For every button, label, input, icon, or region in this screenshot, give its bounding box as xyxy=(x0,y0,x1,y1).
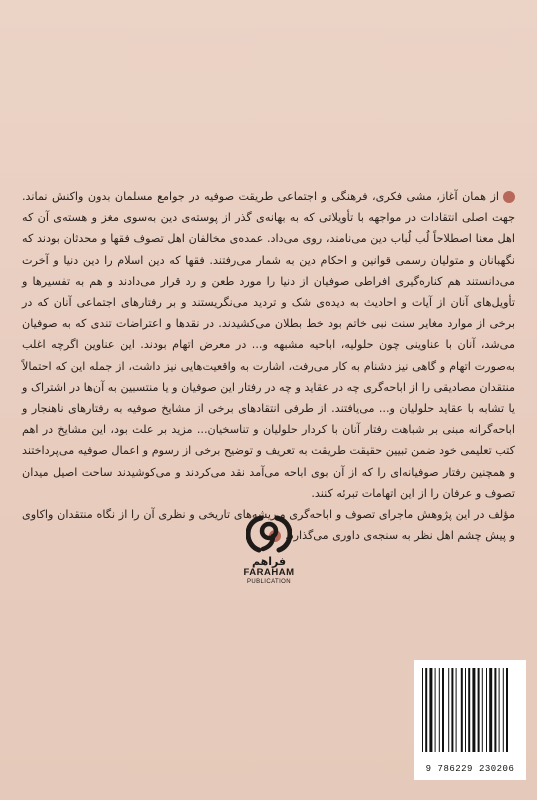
blurb-line: و متولیان رسمی قوانین و احکام دین به شمار می‌رفتند. فقها که دین اسلام را دین دنیا و آخرت می‌دانستند هم xyxy=(22,253,515,288)
blurb-text xyxy=(22,186,515,546)
publisher-name-fa: فراهم xyxy=(251,555,287,568)
isbn-digit-group: 9 xyxy=(425,764,432,774)
blurb-line: جهت اصلی انتقادات در مواجهه با تأویلاتی که به بهانه‌ی گذر از پوسته‌ی دین به‌سوی مغز و هسته‌ی آن که اهل معنا xyxy=(22,211,516,246)
bullet-dot-icon xyxy=(503,191,515,203)
blurb-line: پیش چشم اهل نظر به سنجه‌ی داوری می‌گذارد. xyxy=(285,529,507,543)
blurb-line: کناره‌گیری افراطی صوفیان از دنیا را مورد طعن و رد قرار می‌دادند و هم به تفسیرها و تأویل‌های آنان از آیات و احادیث xyxy=(22,274,515,310)
blurb-line: برخی از مشایخ صوفیه به رفتارهای ناهنجار و اباحه‌گرانه مبنی بر شباهت رفتار آنان با کردار حلولیان و تناسخیان... xyxy=(22,402,515,437)
publisher-name-en-sub: PUBLICATION xyxy=(247,579,291,585)
blurb-line: مزید بر علت بود، این مشایخ در اهم کتب تعلیمی خود ضمن تبیین حقیقت طریقت به تعریف و توضیح برخی از xyxy=(22,423,515,458)
blurb-line: اشارت به واقعیت‌هایی نیز داشت، از جمله این که احتمالاً منتقدان مصادیقی را از اباحه‌گری چه در عقاید و چه در xyxy=(22,359,515,394)
publisher-name-en: FARAHAM xyxy=(243,567,295,578)
blurb-line: اصطلاحاً لُب لُباب دین می‌نامند، روی می‌داد. عمده‌ی مخالفان اهل تصوف فقها و محدثان بودند که نگهبانان xyxy=(22,232,516,267)
blurb-line: رفتار این صوفیان و یا منتسبین به آن‌ها در اشتراک و یا تشابه با عقاید حلولیان و... می‌یافتند. از طرفی انتقادهای xyxy=(22,380,515,416)
publisher-logo xyxy=(240,514,298,600)
barcode-bars-icon xyxy=(420,668,520,754)
farahem-logo-icon xyxy=(246,514,292,554)
blurb-line: از همان آغاز، مشی فکری، فرهنگی و اجتماعی طریقت صوفیه در جوامع مسلمان بدون واکنش نماند. xyxy=(22,190,499,203)
blurb-line: خط بطلان می‌کشیدند. در نقدها و اعتراضات تندی که به صوفیان می‌شد، آنان با عناوینی چون حلولیه، اباحیه xyxy=(22,317,515,352)
blurb-line: به دیده‌ی شک و تردید می‌نگریستند و بر رفتارهای اجتماعی آنان که در برخی از موارد مغایر سنت نبی خاتم بود xyxy=(22,296,516,331)
blurb-line: مشبهه و... در معرض اتهام بودند. این عناوین اگرچه اغلب به‌صورت اتهام و گاهی نیز دشنام به کار می‌رفت، xyxy=(22,338,515,373)
isbn-barcode xyxy=(414,660,526,780)
blurb-paragraph-1 xyxy=(22,186,515,504)
isbn-digit-group: 786229 xyxy=(437,764,473,774)
blurb-line: می‌کوشیدند ساحت اصیل میدان تصوف و عرفان را از این اتهامات تبرئه کنند. xyxy=(22,465,515,500)
isbn-digit-group: 230206 xyxy=(478,764,515,774)
blurb-line: مؤلف در این پژوهش ماجرای تصوف و اباحه‌گری و ریشه‌های تاریخی و نظری آن را از نگاه منتقدان واکاوی و xyxy=(22,508,515,543)
isbn-digits xyxy=(414,764,526,774)
blurb-line: رسوم و اعمال صوفیه می‌پرداختند و همچنین رفتار صوفیانه‌ای را که از آن بوی اباحه می‌آمد نقد می‌کردند و xyxy=(22,444,516,479)
